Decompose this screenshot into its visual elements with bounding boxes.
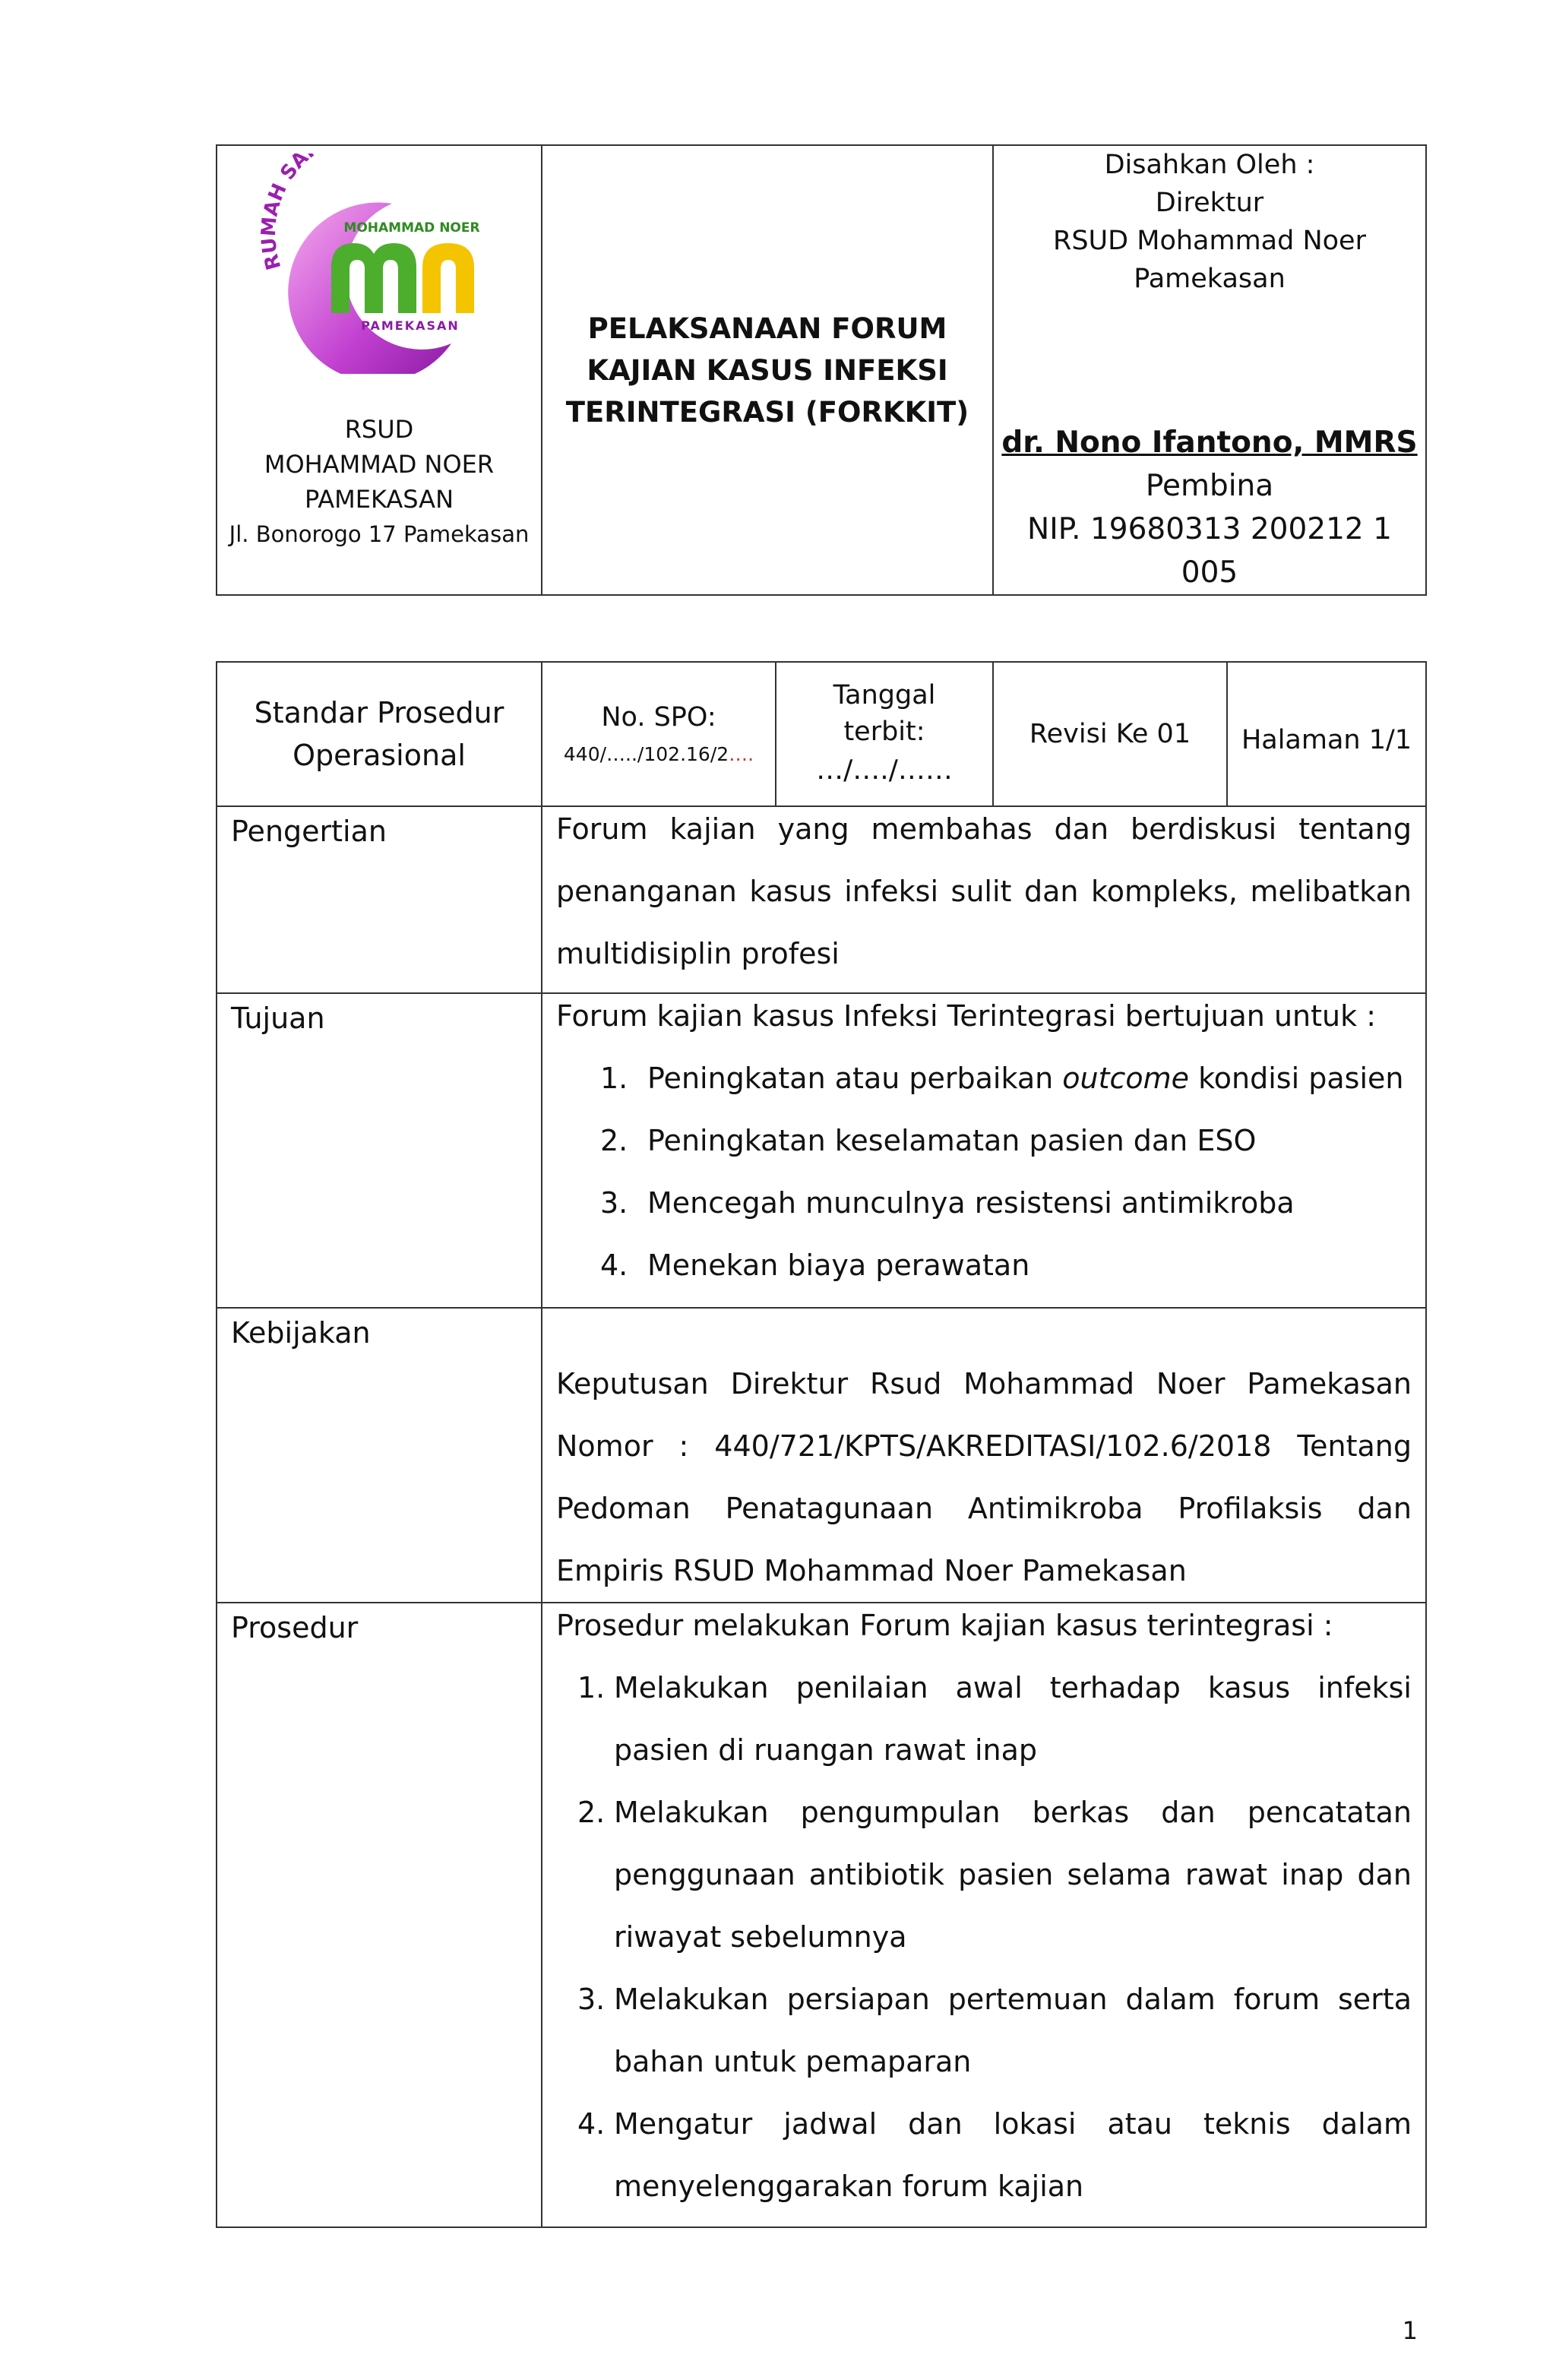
list-item [556, 1657, 1412, 1781]
list-item-number: 1. [600, 1062, 628, 1095]
standard-label-line: Operasional [293, 739, 466, 772]
list-item-number: 2. [600, 1124, 628, 1157]
hospital-address: Jl. Bonorogo 17 Pamekasan [229, 521, 530, 547]
spo-number-value [542, 739, 775, 770]
approval-cell [993, 145, 1426, 595]
list-item-number: 1. [577, 1671, 606, 1704]
hospital-line: PAMEKASAN [304, 485, 454, 514]
logo-arc-text: RUMAH SA [257, 153, 314, 273]
logo-name-text: MOHAMMAD NOER [343, 220, 480, 236]
list-item-number: 4. [600, 1249, 628, 1282]
hospital-identity-cell [217, 145, 542, 595]
spo-number-suffix: …. [729, 743, 754, 765]
list-item-number: 4. [577, 2107, 606, 2141]
document-title-line: PELAKSANAAN FORUM [587, 312, 947, 345]
approval-line: Direktur [1155, 188, 1264, 218]
list-item-number: 3. [577, 1983, 606, 2016]
hospital-logo-graphic [248, 153, 506, 374]
approval-line: Disahkan Oleh : [1104, 150, 1315, 180]
spo-meta-row [217, 662, 1426, 806]
list-item-number: 3. [600, 1186, 628, 1220]
list-item [556, 1968, 1412, 2093]
spo-standard-label [217, 662, 542, 806]
kebijakan-text: Keputusan Direktur Rsud Mohammad Noer Pamekasan Nomor : 440/721/KPTS/AKREDITASI/102.6/2018 Tentang Pedoman Penatagunaan Antimikroba Profilaksis dan Empiris RSUD Mohammad Noer Pamekasan [556, 1367, 1412, 1587]
standard-label-line: Standar Prosedur [254, 696, 504, 730]
signatory-block [994, 421, 1425, 594]
director-nip-cont: 005 [1181, 555, 1238, 590]
list-item-text: Melakukan persiapan pertemuan dalam forum serta bahan untuk pemaparan [614, 1983, 1412, 2078]
section-label-tujuan: Tujuan [217, 993, 542, 1308]
approval-header [994, 146, 1425, 298]
list-item-text: Menekan biaya perawatan [647, 1249, 1030, 1282]
list-item-text: Mengatur jadwal dan lokasi atau teknis dalam menyelenggarakan forum kajian [614, 2107, 1412, 2203]
prosedur-intro: Prosedur melakukan Forum kajian kasus terintegrasi : [556, 1609, 1333, 1642]
section-row-tujuan [217, 993, 1426, 1308]
section-content-pengertian [542, 806, 1426, 993]
director-rank: Pembina [1145, 469, 1274, 503]
spo-number-label: No. SPO: [601, 702, 716, 733]
section-content-kebijakan [542, 1308, 1426, 1603]
list-item [556, 1047, 1412, 1109]
issue-date-cell [776, 662, 993, 806]
list-item-text: Peningkatan atau perbaikan [647, 1062, 1063, 1095]
director-name: dr. Nono Ifantono, MMRS [1001, 426, 1418, 460]
section-row-pengertian [217, 806, 1426, 993]
document-title-line: KAJIAN KASUS INFEKSI [587, 353, 948, 387]
document-title-line: TERINTEGRASI (FORKKIT) [565, 395, 969, 429]
list-item-text: Melakukan pengumpulan berkas dan pencatatan penggunaan antibiotik pasien selama rawat inap dan riwayat sebelumnya [614, 1796, 1412, 1954]
page-count-cell: Halaman 1/1 [1227, 662, 1426, 806]
spo-number-text: 440/…../102.16/2 [563, 743, 729, 765]
tujuan-intro: Forum kajian kasus Infeksi Terintegrasi bertujuan untuk : [556, 999, 1376, 1033]
list-item [556, 1172, 1412, 1234]
hospital-logo [248, 153, 506, 374]
issue-date-label: Tanggal [833, 680, 936, 711]
director-nip: NIP. 19680313 200212 1 [1027, 512, 1392, 546]
logo-city-text: PAMEKASAN [361, 318, 460, 333]
document-title-cell [542, 145, 993, 595]
list-item [556, 1109, 1412, 1172]
revision-cell: Revisi Ke 01 [993, 662, 1227, 806]
approval-line: RSUD Mohammad Noer [1053, 226, 1366, 256]
section-row-kebijakan [217, 1308, 1426, 1603]
hospital-line: RSUD [344, 415, 414, 444]
hospital-name-block [217, 412, 541, 552]
list-item-text: kondisi pasien [1189, 1062, 1404, 1095]
list-item [556, 2093, 1412, 2217]
approval-line: Pamekasan [1134, 264, 1286, 294]
section-content-tujuan [542, 993, 1426, 1308]
list-item-emphasis: outcome [1062, 1062, 1190, 1095]
prosedur-list [556, 1657, 1412, 2217]
page-number: 1 [1402, 2316, 1418, 2345]
list-item [556, 1234, 1412, 1296]
issue-date-label: terbit: [843, 717, 925, 747]
list-item [556, 1781, 1412, 1968]
spo-table [216, 661, 1427, 2228]
issue-date-value: …/…./…… [816, 755, 953, 786]
section-label-prosedur: Prosedur [217, 1603, 542, 2227]
spo-number-cell [542, 662, 776, 806]
section-row-prosedur [217, 1603, 1426, 2227]
section-content-prosedur [542, 1603, 1426, 2227]
header-table [216, 144, 1427, 596]
list-item-text: Melakukan penilaian awal terhadap kasus infeksi pasien di ruangan rawat inap [614, 1671, 1412, 1767]
section-label-pengertian: Pengertian [217, 806, 542, 993]
list-item-text: Mencegah munculnya resistensi antimikroba [647, 1186, 1295, 1220]
tujuan-list [556, 1047, 1412, 1296]
list-item-text: Peningkatan keselamatan pasien dan ESO [647, 1124, 1257, 1157]
pengertian-text: Forum kajian yang membahas dan berdiskusi tentang penanganan kasus infeksi sulit dan kompleks, melibatkan multidisiplin profesi [556, 812, 1412, 970]
section-label-kebijakan: Kebijakan [217, 1308, 542, 1603]
list-item-number: 2. [577, 1796, 606, 1829]
hospital-line: MOHAMMAD NOER [264, 450, 495, 479]
